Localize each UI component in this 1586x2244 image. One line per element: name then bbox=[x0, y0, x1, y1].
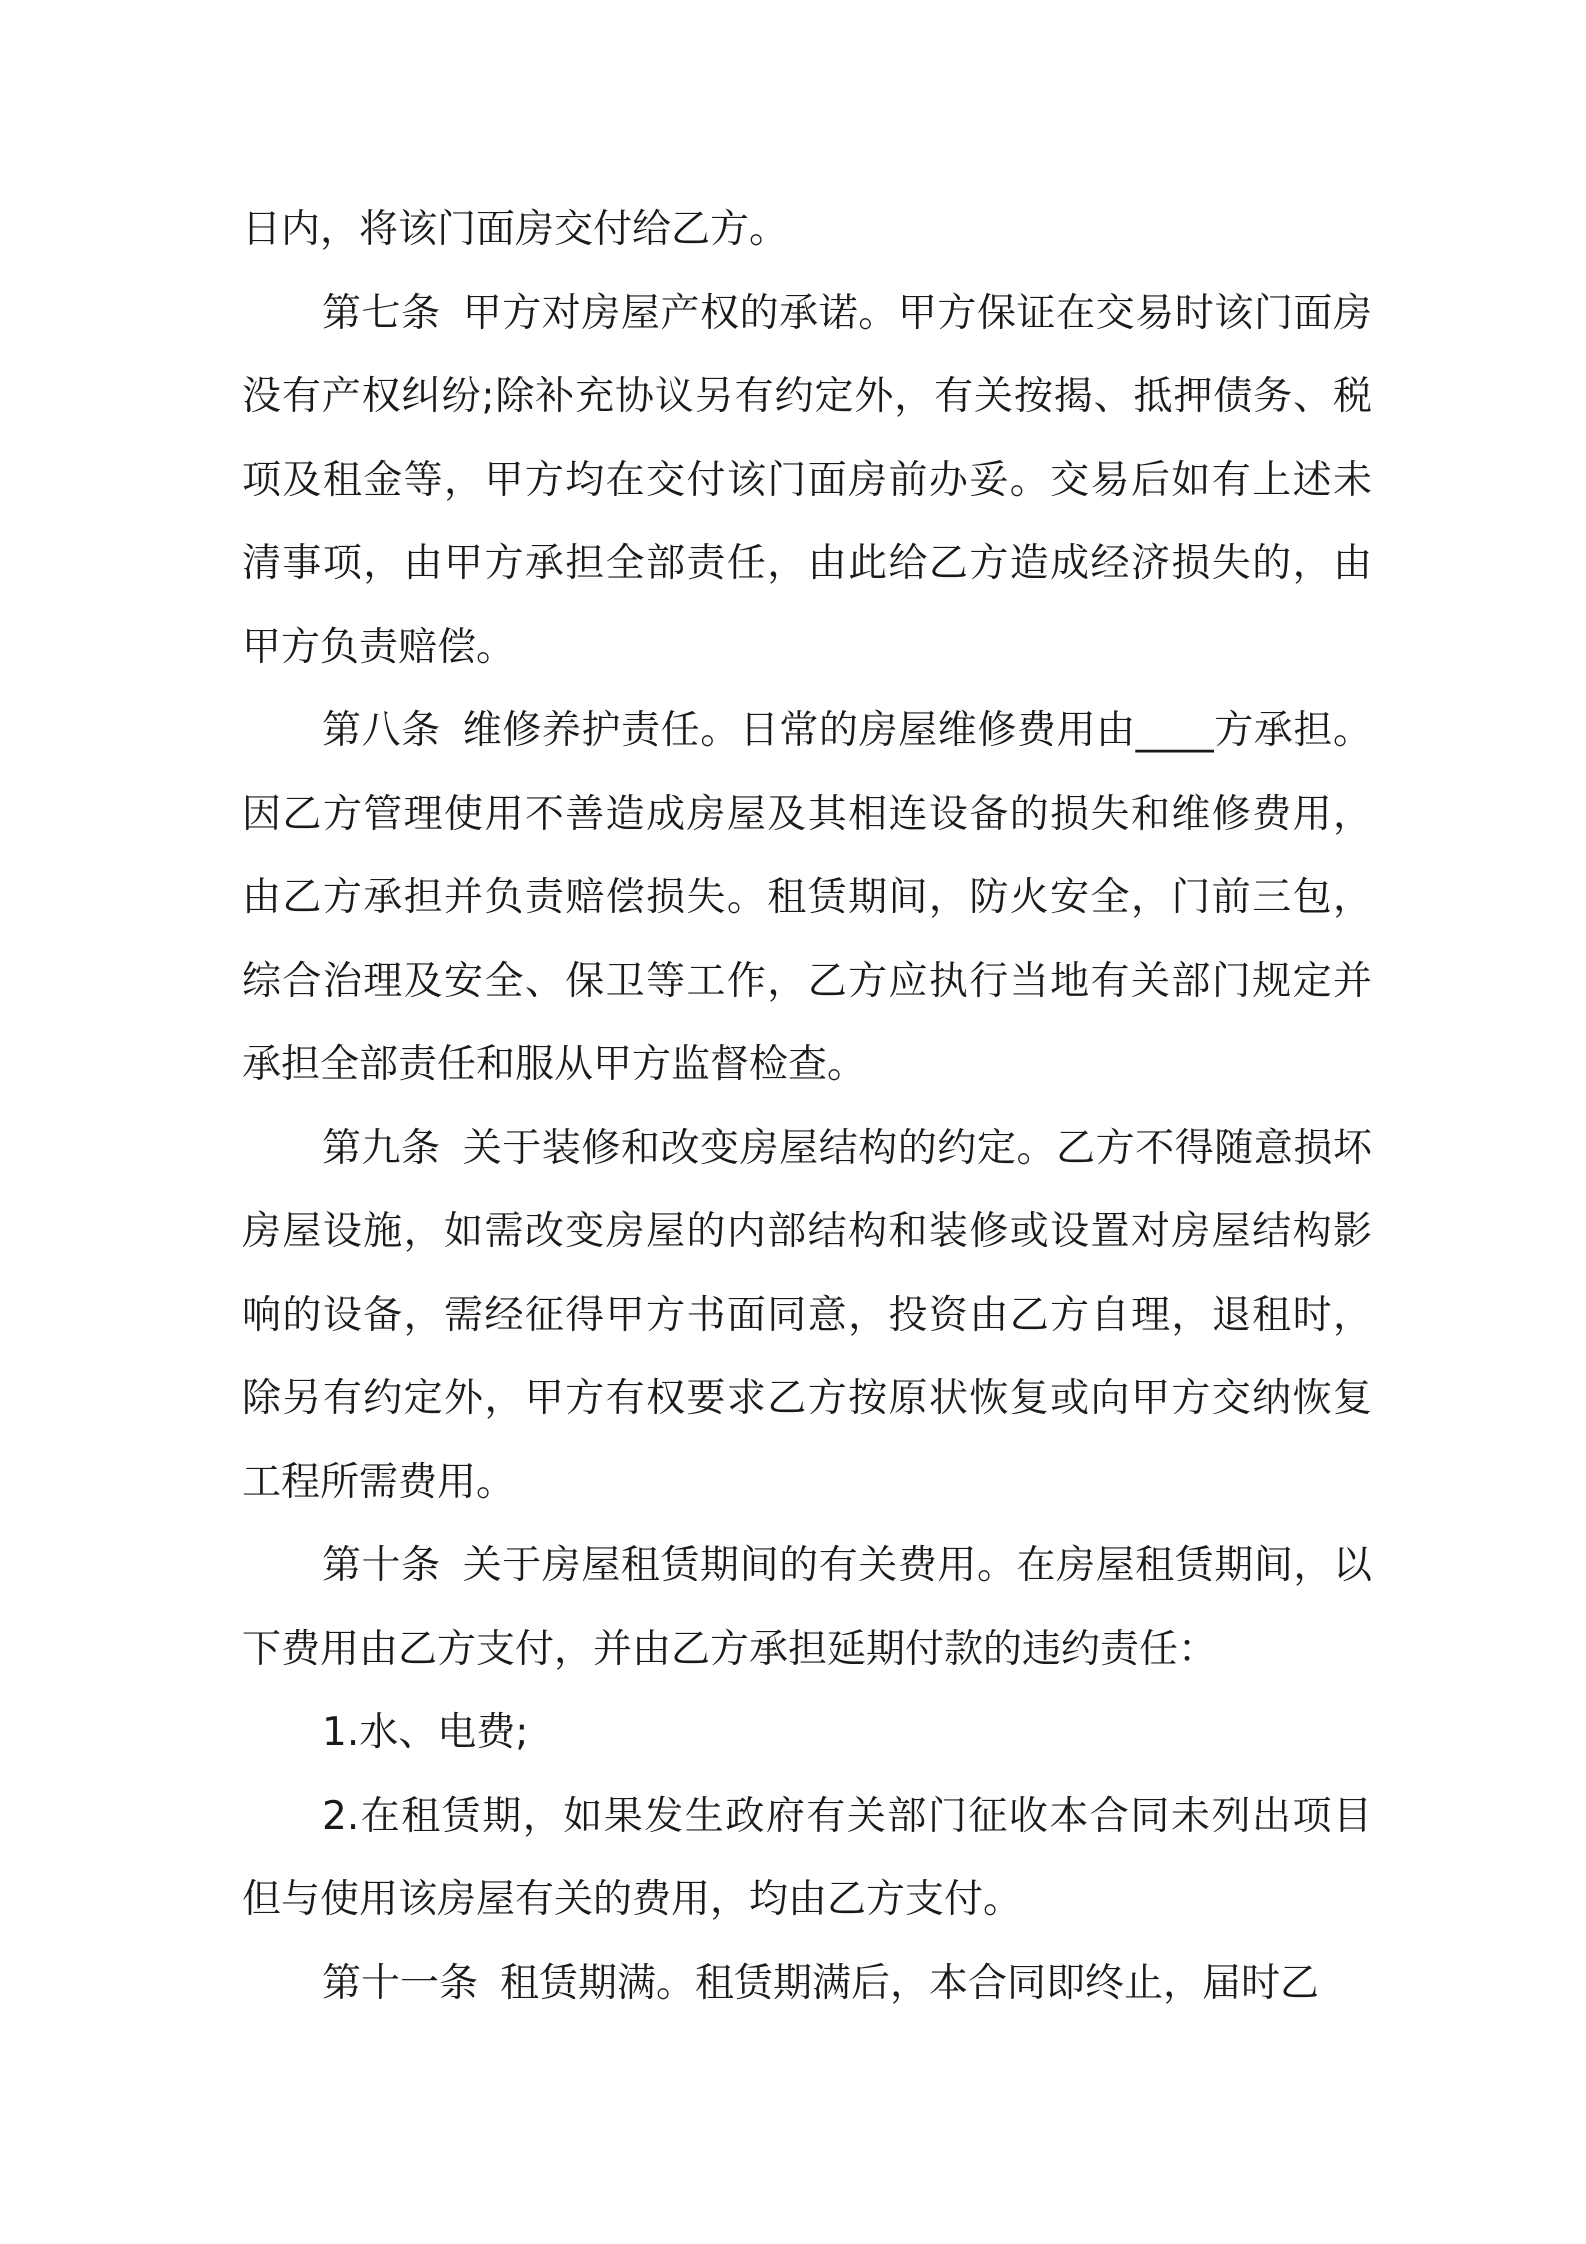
paragraph-article-7 bbox=[242, 272, 1372, 690]
paragraph-text: 维修养护责任。日常的房屋维修费用由____方承担。因乙方管理使用不善造成房屋及其相连设备的损失和维修费用，由乙方承担并负责赔偿损失。租赁期间，防火安全，门前三包，综合治理及安全、保卫等工作，乙方应执行当地有关部门规定并承担全部责任和服从甲方监督检查。 bbox=[242, 708, 1372, 1087]
article-number: 第九条 bbox=[322, 1125, 441, 1171]
paragraph-article-8 bbox=[242, 689, 1372, 1107]
paragraph-text: 关于装修和改变房屋结构的约定。乙方不得随意损坏房屋设施，如需改变房屋的内部结构和装修或设置对房屋结构影响的设备，需经征得甲方书面同意，投资由乙方自理，退租时，除另有约定外，甲方有权要求乙方按原状恢复或向甲方交纳恢复工程所需费用。 bbox=[242, 1125, 1372, 1505]
document-body bbox=[242, 188, 1372, 2025]
paragraph-text: 日内，将该门面房交付给乙方。 bbox=[242, 207, 789, 252]
paragraph-text: 甲方对房屋产权的承诺。甲方保证在交易时该门面房没有产权纠纷;除补充协议另有约定外，有关按揭、抵押债务、税项及租金等，甲方均在交付该门面房前办妥。交易后如有上述未清事项，由甲方承担全部责任，由此给乙方造成经济损失的，由甲方负责赔偿。 bbox=[242, 290, 1372, 670]
paragraph-text: 关于房屋租赁期间的有关费用。在房屋租赁期间，以下费用由乙方支付，并由乙方承担延期付款的违约责任： bbox=[242, 1543, 1372, 1672]
article-number: 第十条 bbox=[322, 1543, 441, 1588]
paragraph-text: 租赁期满。租赁期满后，本合同即终止，届时乙 bbox=[500, 1960, 1320, 2006]
paragraph-text: 1.水、电费; bbox=[322, 1710, 529, 1755]
paragraph-continuation bbox=[242, 188, 1372, 272]
paragraph-article-10 bbox=[242, 1524, 1372, 1691]
list-item-2 bbox=[242, 1775, 1372, 1942]
article-number: 第八条 bbox=[322, 708, 441, 753]
article-number: 第七条 bbox=[322, 290, 441, 336]
article-number: 第十一条 bbox=[322, 1960, 479, 2006]
paragraph-article-9 bbox=[242, 1107, 1372, 1525]
list-item-1 bbox=[242, 1691, 1372, 1775]
paragraph-article-11 bbox=[242, 1942, 1372, 2026]
paragraph-text: 2.在租赁期，如果发生政府有关部门征收本合同未列出项目但与使用该房屋有关的费用，均由乙方支付。 bbox=[242, 1793, 1372, 1922]
